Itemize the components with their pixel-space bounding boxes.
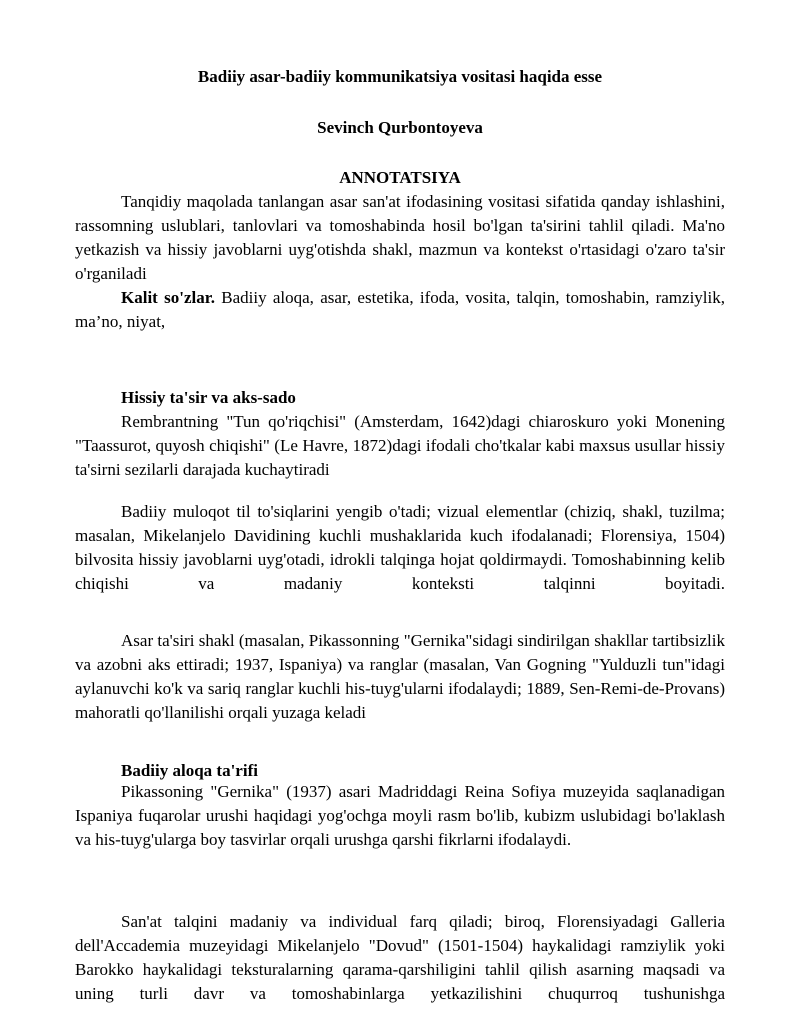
author-name: Sevinch Qurbontoyeva <box>317 118 483 137</box>
section-heading-emotional-impact: Hissiy ta'sir va aks-sado <box>121 388 296 407</box>
section-heading-artistic-communication: Badiiy aloqa ta'rifi <box>121 761 258 780</box>
section1-paragraph-3: Asar ta'siri shakl (masalan, Pikassonning "Gernika"sidagi sindirilgan shakllar tartibsizlik va azobni aks ettiradi; 1937, Ispaniya) va ranglar (masalan, Van Gogning "Yulduzli tun"idagi aylanuvchi ko'k va sariq ranglar kuchli his-tuyg'ularni ifodalaydi; 1889, Sen-Remi-de-Provans) mahoratli qo'llanilishi orqali yuzaga keladi <box>75 631 725 722</box>
section1-paragraph-1: Rembrantning "Tun qo'riqchisi" (Amsterdam, 1642)dagi chiaroskuro yoki Monening "Taassurot, quyosh chiqishi" (Le Havre, 1872)dagi ifodali cho'tkalar kabi maxsus usullar hissiy ta'sirni sezilarli darajada kuchaytiradi <box>75 412 725 479</box>
keywords-label: Kalit so'zlar. <box>121 288 215 307</box>
section2-paragraph-1: Pikassoning "Gernika" (1937) asari Madriddagi Reina Sofiya muzeyida saqlanadigan Ispaniya fuqarolar urushi haqidagi yog'ochga moyli rasm bo'lib, kubizm uslubidagi bo'laklash va his-tuyg'ularga boy tasvirlar orqali urushga qarshi fikrlarni ifodalaydi. <box>75 782 725 849</box>
abstract-heading: ANNOTATSIYA <box>339 168 461 187</box>
section1-paragraph-2: Badiiy muloqot til to'siqlarini yengib o'tadi; vizual elementlar (chiziq, shakl, tuzilma; masalan, Mikelanjelo Davidining kuchli mushaklarida kuch ifodalanadi; Florensiya, 1504) bilvosita hissiy javoblarni uyg'otadi, idrokli talqinga hojat qoldirmaydi. Tomoshabinning kelib chiqishi va madaniy konteksti talqinni boyitadi. <box>75 502 725 593</box>
document-title: Badiiy asar-badiiy kommunikatsiya vositasi haqida esse <box>197 67 603 86</box>
keywords-text: Badiiy aloqa, asar, estetika, ifoda, vosita, talqin, tomoshabin, ramziylik, ma’no, niyat, <box>75 288 725 331</box>
keywords-paragraph <box>75 286 725 334</box>
section2-paragraph-2: San'at talqini madaniy va individual farq qiladi; biroq, Florensiyadagi Galleria dell'Accademia muzeyidagi Mikelanjelo "Dovud" (1501-1504) haykalidagi ramziylik yoki Barokko haykalidagi teksturalarning qarama-qarshiligini tahlil qilish asarning maqsadi va uning turli davr va tomoshabinlarga yetkazilishini chuqurroq tushunishga <box>75 912 725 1003</box>
abstract-paragraph: Tanqidiy maqolada tanlangan asar san'at ifodasining vositasi sifatida qanday ishlashini, rassomning uslublari, tanlovlari va tomoshabinda hosil bo'lgan ta'sirini tahlil qiladi. Ma'no yetkazish va hissiy javoblarni uyg'otishda shakl, mazmun va kontekst o'rtasidagi o'zaro ta'sir o'rganiladi <box>75 192 725 283</box>
